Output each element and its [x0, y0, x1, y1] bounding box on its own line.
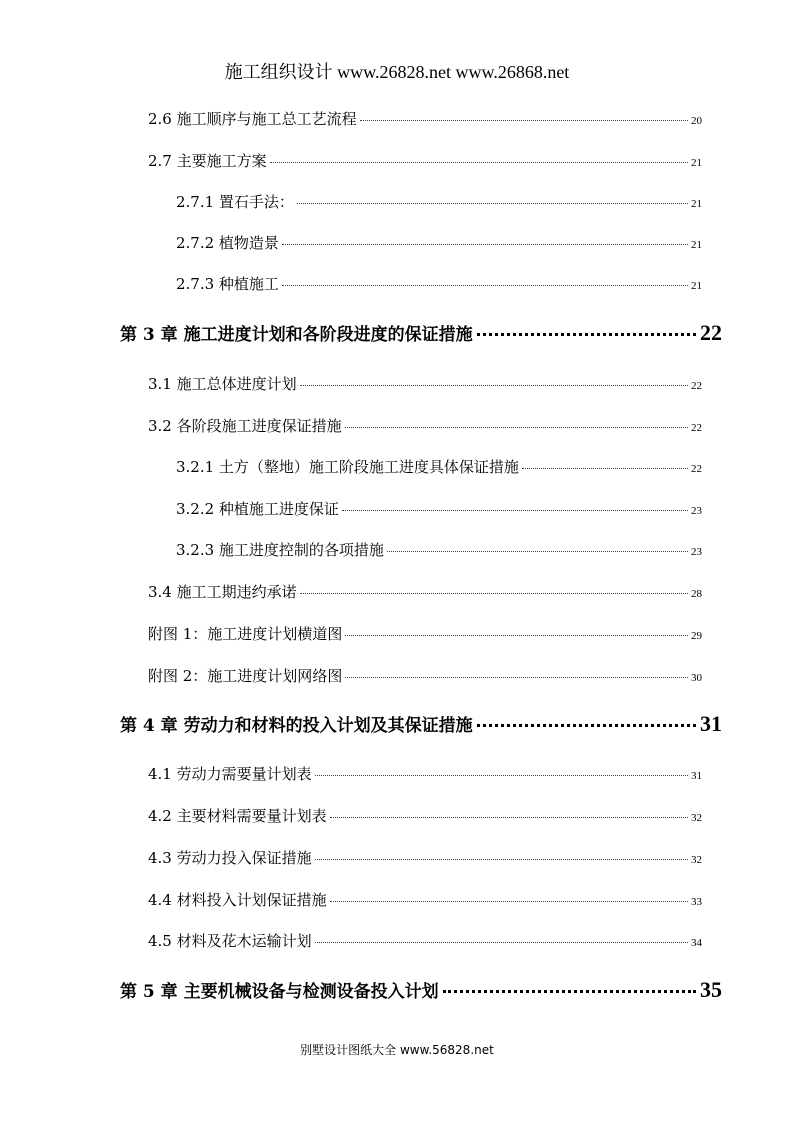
toc-entry[interactable]	[176, 232, 702, 253]
toc-leader	[315, 942, 688, 943]
toc-entry[interactable]	[148, 847, 702, 868]
toc-page-number: 30	[691, 672, 702, 684]
toc-page-number: 22	[691, 463, 702, 475]
toc-page-number: 21	[691, 280, 702, 292]
toc-entry[interactable]	[148, 805, 702, 826]
toc-leader	[345, 635, 688, 636]
toc-entry[interactable]	[176, 498, 702, 519]
toc-entry-label: 3.2.1 土方（整地）施工阶段施工进度具体保证措施	[176, 458, 519, 476]
toc-entry[interactable]	[148, 150, 702, 171]
toc-leader	[282, 285, 688, 286]
toc-page-number: 33	[691, 896, 702, 908]
toc-page-number: 29	[691, 630, 702, 642]
toc-entry-label: 第 5 章 主要机械设备与检测设备投入计划	[120, 982, 439, 1002]
toc-page-number: 35	[700, 977, 722, 1002]
toc-leader	[477, 724, 696, 727]
toc-entry-label: 3.1 施工总体进度计划	[148, 375, 297, 393]
toc-entry[interactable]	[148, 930, 702, 951]
toc-entry-label: 附图 1：施工进度计划横道图	[148, 625, 343, 643]
page-footer: 别墅设计图纸大全 www.56828.net	[300, 1043, 494, 1057]
toc-entry[interactable]	[148, 763, 702, 784]
page-header: 施工组织设计 www.26828.net www.26868.net	[224, 62, 570, 82]
toc-leader	[300, 385, 688, 386]
toc-entry-label: 3.4 施工工期违约承诺	[148, 583, 297, 601]
toc-page-number: 32	[691, 854, 702, 866]
toc-page-number: 23	[691, 546, 702, 558]
toc-entry-label: 2.7.1 置石手法：	[176, 193, 294, 211]
toc-page-number: 23	[691, 505, 702, 517]
toc-page-number: 28	[691, 588, 702, 600]
toc-entry-label: 2.7.3 种植施工	[176, 275, 279, 293]
toc-page-number: 22	[691, 422, 702, 434]
toc-entry[interactable]	[176, 191, 702, 212]
toc-page-number: 34	[691, 937, 702, 949]
toc-page-number: 31	[691, 770, 702, 782]
toc-entry-label: 2.6 施工顺序与施工总工艺流程	[148, 110, 357, 128]
toc-leader	[387, 551, 688, 552]
toc-entry[interactable]	[148, 373, 702, 394]
toc-entry[interactable]	[148, 889, 702, 910]
toc-entry-label: 3.2.3 施工进度控制的各项措施	[176, 541, 384, 559]
toc-leader	[300, 593, 688, 594]
toc-entry-label: 4.1 劳动力需要量计划表	[148, 765, 312, 783]
toc-leader	[522, 468, 688, 469]
toc-entry-label: 第 4 章 劳动力和材料的投入计划及其保证措施	[120, 716, 473, 736]
toc-leader	[477, 333, 696, 336]
toc-entry-label: 第 3 章 施工进度计划和各阶段进度的保证措施	[120, 325, 473, 345]
toc-entry-label: 2.7 主要施工方案	[148, 152, 267, 170]
toc-leader	[330, 901, 688, 902]
toc-entry[interactable]	[148, 623, 702, 644]
toc-page-number: 32	[691, 812, 702, 824]
toc-leader	[315, 859, 688, 860]
toc-entry[interactable]	[148, 581, 702, 602]
toc-leader	[270, 162, 688, 163]
toc-chapter-entry[interactable]	[120, 711, 722, 737]
toc-entry-label: 附图 2：施工进度计划网络图	[148, 667, 343, 685]
toc-page-number: 21	[691, 198, 702, 210]
toc-leader	[297, 203, 688, 204]
toc-page-number: 21	[691, 239, 702, 251]
toc-chapter-entry[interactable]	[120, 320, 722, 346]
toc-page-number: 31	[700, 711, 722, 736]
toc-leader	[315, 775, 688, 776]
toc-entry-label: 4.2 主要材料需要量计划表	[148, 807, 327, 825]
toc-entry-label: 4.3 劳动力投入保证措施	[148, 849, 312, 867]
toc-leader	[360, 120, 688, 121]
toc-entry-label: 2.7.2 植物造景	[176, 234, 279, 252]
toc-leader	[342, 510, 688, 511]
toc-leader	[330, 817, 688, 818]
toc-page-number: 22	[700, 320, 722, 345]
toc-entry[interactable]	[176, 273, 702, 294]
toc-entry[interactable]	[148, 665, 702, 686]
toc-leader	[345, 427, 688, 428]
toc-page-number: 22	[691, 380, 702, 392]
toc-leader	[282, 244, 688, 245]
toc-chapter-entry[interactable]	[120, 977, 722, 1003]
toc-leader	[443, 990, 696, 993]
toc-entry-label: 4.5 材料及花木运输计划	[148, 932, 312, 950]
toc-page-number: 20	[691, 115, 702, 127]
toc-entry-label: 3.2.2 种植施工进度保证	[176, 500, 339, 518]
toc-entry-label: 4.4 材料投入计划保证措施	[148, 891, 327, 909]
toc-entry-label: 3.2 各阶段施工进度保证措施	[148, 417, 342, 435]
toc-entry[interactable]	[148, 108, 702, 129]
toc-entry[interactable]	[148, 415, 702, 436]
toc-entry[interactable]	[176, 539, 702, 560]
toc-entry[interactable]	[176, 456, 702, 477]
toc-leader	[345, 677, 688, 678]
toc-page-number: 21	[691, 157, 702, 169]
